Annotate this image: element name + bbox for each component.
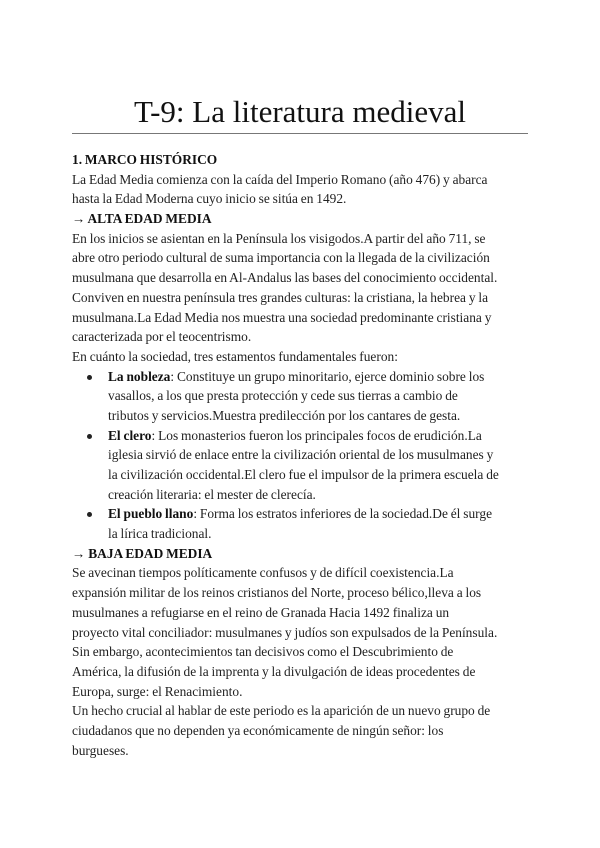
paragraph-line: Un hecho crucial al hablar de este periodo es la aparición de un nuevo grupo de <box>72 703 491 719</box>
bullet-icon <box>87 512 92 517</box>
bullet-term: La nobleza <box>108 368 171 384</box>
paragraph-line: abre otro periodo cultural de suma importancia con la llegada de la civilización <box>72 250 490 266</box>
paragraph-line: proyecto vital conciliador: musulmanes y judíos son expulsados de la Península. <box>72 624 498 640</box>
list-item-clero <box>72 426 532 505</box>
bullet-line: creación literaria: el mester de clerecía. <box>108 486 316 502</box>
paragraph-line: musulmana.La Edad Media nos muestra una sociedad predominante cristiana y <box>72 309 492 325</box>
section-heading-alta-edad-media: → ALTA EDAD MEDIA <box>72 211 212 227</box>
list-item-nobleza <box>72 367 532 426</box>
paragraph-line: En cuánto la sociedad, tres estamentos fundamentales fueron: <box>72 348 398 364</box>
bullet-text: : Forma los estratos inferiores de la sociedad.De él surge <box>193 506 493 522</box>
paragraph-line: musulmanes a refugiarse en el reino de Granada Hacia 1492 finaliza un <box>72 604 450 620</box>
list-item-pueblo-llano <box>72 504 532 543</box>
bullet-line: la civilización occidental.El clero fue el impulsor de la primera escuela de <box>108 467 499 482</box>
bullet-line: la lírica tradicional. <box>108 526 212 542</box>
section-heading-baja-edad-media: → BAJA EDAD MEDIA <box>72 545 213 561</box>
paragraph-line: Se avecinan tiempos políticamente confusos y de difícil coexistencia.La <box>72 565 454 581</box>
title-underline <box>72 133 528 134</box>
bullet-term: El clero <box>108 427 152 443</box>
paragraph-line: Europa, surge: el Renacimiento. <box>72 683 243 699</box>
paragraph-line: musulmana que desarrolla en Al-Andalus las bases del conocimiento occidental. <box>72 270 498 286</box>
bullet-icon <box>87 434 92 439</box>
bullet-line: iglesia sirvió de enlace entre la civilización oriental de los musulmanes y <box>108 447 494 463</box>
bullet-line: vasallos, a los que presta protección y cede sus tierras a cambio de <box>108 388 458 404</box>
bullet-text: : Los monasterios fueron los principales focos de erudición.La <box>151 427 482 443</box>
paragraph-line: América, la difusión de la imprenta y la divulgación de ideas procedentes de <box>72 663 476 679</box>
paragraph-line: burgueses. <box>72 742 129 758</box>
paragraph-line: Conviven en nuestra península tres grandes culturas: la cristiana, la hebrea y la <box>72 289 489 305</box>
section-heading-marco-historico: 1. MARCO HISTÓRICO <box>72 152 218 167</box>
bullet-text: : Constituye un grupo minoritario, ejerce dominio sobre los <box>170 368 485 384</box>
paragraph-line: La Edad Media comienza con la caída del Imperio Romano (año 476) y abarca <box>72 171 488 187</box>
document-body <box>72 150 532 760</box>
paragraph-line: En los inicios se asientan en la Península los visigodos.A partir del año 711, se <box>72 230 486 246</box>
paragraph-line: expansión militar de los reinos cristianos del Norte, proceso bélico,lleva a los <box>72 585 482 601</box>
bullet-term: El pueblo llano <box>108 506 194 522</box>
paragraph-line: caracterizada por el teocentrismo. <box>72 329 252 345</box>
bullet-line: tributos y servicios.Muestra predilección por los cantares de gesta. <box>108 407 461 423</box>
page-title: T-9: La literatura medieval <box>134 94 466 129</box>
paragraph-line: ciudadanos que no dependen ya económicamente de ningún señor: los <box>72 722 444 738</box>
paragraph-line: Sin embargo, acontecimientos tan decisivos como el Descubrimiento de <box>72 644 454 660</box>
paragraph-line: hasta la Edad Moderna cuyo inicio se sitúa en 1492. <box>72 191 347 207</box>
estamentos-list <box>72 367 532 544</box>
bullet-icon <box>87 375 92 380</box>
